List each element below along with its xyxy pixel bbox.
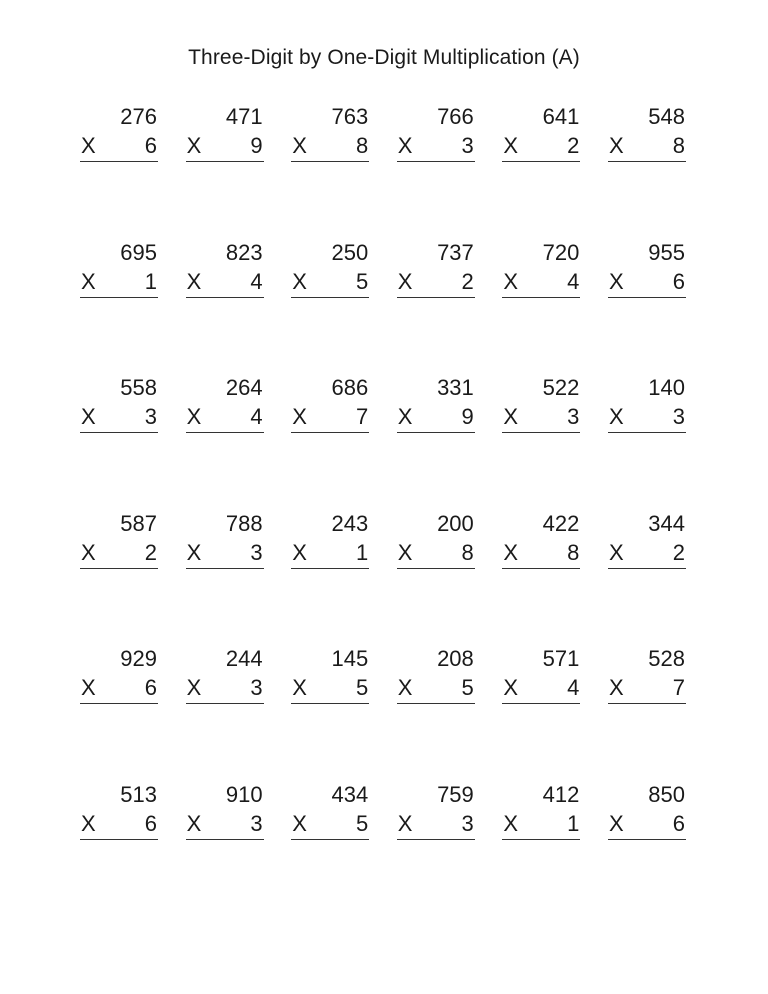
times-sign: X xyxy=(608,133,624,158)
multiplication-problem xyxy=(397,103,475,163)
times-sign: X xyxy=(397,133,413,158)
multiplication-problem xyxy=(291,645,369,705)
answer-line xyxy=(186,432,264,433)
multiplication-problem xyxy=(291,239,369,299)
multiplicand: 264 xyxy=(225,375,263,401)
multiplicand: 788 xyxy=(225,510,263,536)
answer-line xyxy=(186,703,264,704)
multiplicand: 823 xyxy=(225,239,263,265)
answer-line xyxy=(397,297,475,298)
answer-line xyxy=(291,161,369,162)
times-sign: X xyxy=(186,133,202,158)
times-sign: X xyxy=(503,675,519,701)
answer-line xyxy=(186,568,264,569)
multiplier: 3 xyxy=(250,810,263,836)
times-sign: X xyxy=(292,133,307,158)
multiplicand: 737 xyxy=(437,239,474,265)
multiplication-problem xyxy=(80,374,158,434)
multiplicand: 641 xyxy=(542,104,580,129)
multiplicand: 686 xyxy=(331,375,369,401)
times-sign: X xyxy=(81,539,96,565)
answer-line xyxy=(608,297,686,298)
times-sign: X xyxy=(503,133,519,158)
answer-line xyxy=(397,839,475,840)
times-sign: X xyxy=(608,810,624,836)
multiplier: 6 xyxy=(144,133,157,158)
multiplicand: 558 xyxy=(120,375,157,401)
multiplicand: 513 xyxy=(120,781,157,807)
times-sign: X xyxy=(503,404,519,430)
multiplicand: 244 xyxy=(225,646,263,672)
multiplication-problem xyxy=(502,510,580,570)
times-sign: X xyxy=(81,133,96,158)
multiplier: 1 xyxy=(144,268,157,294)
answer-line xyxy=(80,703,158,704)
multiplication-problem xyxy=(186,645,264,705)
answer-line xyxy=(80,161,158,162)
answer-line xyxy=(186,839,264,840)
answer-line xyxy=(291,703,369,704)
multiplication-problem xyxy=(502,239,580,299)
answer-line xyxy=(608,161,686,162)
multiplication-problem xyxy=(186,374,264,434)
multiplication-problem xyxy=(291,510,369,570)
multiplicand: 331 xyxy=(437,375,474,401)
times-sign: X xyxy=(503,539,519,565)
times-sign: X xyxy=(186,810,202,836)
times-sign: X xyxy=(186,404,202,430)
multiplier: 9 xyxy=(250,133,263,158)
multiplication-problem xyxy=(80,645,158,705)
multiplicand: 759 xyxy=(437,781,474,807)
multiplier: 3 xyxy=(144,404,157,430)
multiplier: 8 xyxy=(355,133,369,158)
multiplication-problem xyxy=(397,510,475,570)
answer-line xyxy=(608,703,686,704)
multiplier: 2 xyxy=(672,539,685,565)
multiplicand: 422 xyxy=(542,510,580,536)
multiplication-problem xyxy=(502,103,580,163)
answer-line xyxy=(502,161,580,162)
answer-line xyxy=(502,703,580,704)
multiplicand: 344 xyxy=(648,510,685,536)
answer-line xyxy=(608,839,686,840)
multiplication-problem xyxy=(397,781,475,841)
answer-line xyxy=(186,161,264,162)
answer-line xyxy=(502,839,580,840)
times-sign: X xyxy=(81,404,96,430)
multiplicand: 250 xyxy=(331,239,369,265)
multiplicand: 528 xyxy=(648,646,685,672)
multiplication-problem xyxy=(291,103,369,163)
times-sign: X xyxy=(608,268,624,294)
multiplier: 5 xyxy=(355,810,369,836)
multiplication-problem xyxy=(502,781,580,841)
multiplication-problem xyxy=(80,781,158,841)
multiplier: 4 xyxy=(567,268,580,294)
answer-line xyxy=(186,297,264,298)
multiplicand: 140 xyxy=(648,375,685,401)
times-sign: X xyxy=(186,268,202,294)
multiplicand: 587 xyxy=(120,510,157,536)
answer-line xyxy=(397,703,475,704)
multiplication-problem xyxy=(608,645,686,705)
times-sign: X xyxy=(81,268,96,294)
multiplier: 6 xyxy=(144,810,157,836)
answer-line xyxy=(291,839,369,840)
multiplicand: 763 xyxy=(331,104,369,129)
multiplication-problem xyxy=(397,645,475,705)
multiplicand: 145 xyxy=(331,646,369,672)
multiplier: 1 xyxy=(355,539,369,565)
multiplier: 5 xyxy=(355,268,369,294)
multiplier: 8 xyxy=(567,539,580,565)
multiplication-problem xyxy=(397,239,475,299)
answer-line xyxy=(397,161,475,162)
multiplication-problem xyxy=(608,374,686,434)
times-sign: X xyxy=(397,810,413,836)
times-sign: X xyxy=(608,539,624,565)
multiplication-problem xyxy=(397,374,475,434)
multiplicand: 850 xyxy=(648,781,685,807)
multiplicand: 243 xyxy=(331,510,369,536)
times-sign: X xyxy=(397,404,413,430)
multiplier: 3 xyxy=(567,404,580,430)
multiplication-problem xyxy=(186,510,264,570)
times-sign: X xyxy=(503,810,519,836)
multiplicand: 910 xyxy=(225,781,263,807)
times-sign: X xyxy=(608,404,624,430)
multiplier: 6 xyxy=(672,268,685,294)
multiplication-problem xyxy=(291,374,369,434)
multiplication-problem xyxy=(80,103,158,163)
times-sign: X xyxy=(397,539,413,565)
times-sign: X xyxy=(292,810,307,836)
times-sign: X xyxy=(608,675,624,701)
answer-line xyxy=(80,432,158,433)
multiplier: 3 xyxy=(250,675,263,701)
multiplicand: 412 xyxy=(542,781,580,807)
multiplier: 3 xyxy=(461,133,474,158)
multiplier: 3 xyxy=(672,404,685,430)
multiplier: 5 xyxy=(355,675,369,701)
multiplication-problem xyxy=(502,645,580,705)
multiplication-problem xyxy=(608,781,686,841)
multiplicand: 200 xyxy=(437,510,474,536)
answer-line xyxy=(502,297,580,298)
multiplier: 6 xyxy=(672,810,685,836)
multiplication-problem xyxy=(608,510,686,570)
multiplier: 8 xyxy=(672,133,685,158)
multiplicand: 208 xyxy=(437,646,474,672)
multiplier: 6 xyxy=(144,675,157,701)
times-sign: X xyxy=(397,675,413,701)
multiplier: 4 xyxy=(567,675,580,701)
multiplicand: 571 xyxy=(542,646,580,672)
multiplicand: 929 xyxy=(120,646,157,672)
answer-line xyxy=(608,432,686,433)
multiplier: 2 xyxy=(567,133,580,158)
multiplier: 2 xyxy=(461,268,474,294)
multiplier: 1 xyxy=(567,810,580,836)
times-sign: X xyxy=(292,268,307,294)
multiplier: 7 xyxy=(672,675,685,701)
answer-line xyxy=(502,568,580,569)
multiplier: 8 xyxy=(461,539,474,565)
answer-line xyxy=(80,839,158,840)
answer-line xyxy=(397,568,475,569)
multiplicand: 720 xyxy=(542,239,580,265)
worksheet-title: Three-Digit by One-Digit Multiplication (A) xyxy=(188,46,580,69)
answer-line xyxy=(397,432,475,433)
problem-grid xyxy=(80,103,686,841)
times-sign: X xyxy=(292,675,307,701)
multiplicand: 276 xyxy=(120,104,157,129)
answer-line xyxy=(80,297,158,298)
multiplicand: 955 xyxy=(648,239,685,265)
multiplication-problem xyxy=(186,239,264,299)
multiplier: 3 xyxy=(461,810,474,836)
times-sign: X xyxy=(503,268,519,294)
times-sign: X xyxy=(292,539,307,565)
answer-line xyxy=(608,568,686,569)
multiplier: 4 xyxy=(250,268,263,294)
multiplication-problem xyxy=(80,239,158,299)
times-sign: X xyxy=(81,675,96,701)
multiplier: 7 xyxy=(355,404,369,430)
multiplication-problem xyxy=(80,510,158,570)
times-sign: X xyxy=(397,268,413,294)
answer-line xyxy=(502,432,580,433)
multiplier: 5 xyxy=(461,675,474,701)
multiplicand: 695 xyxy=(120,239,157,265)
multiplication-problem xyxy=(608,239,686,299)
answer-line xyxy=(291,297,369,298)
multiplicand: 471 xyxy=(225,104,263,129)
times-sign: X xyxy=(186,539,202,565)
answer-line xyxy=(291,432,369,433)
multiplication-problem xyxy=(502,374,580,434)
answer-line xyxy=(80,568,158,569)
multiplicand: 434 xyxy=(331,781,369,807)
multiplication-problem xyxy=(291,781,369,841)
multiplication-problem xyxy=(608,103,686,163)
multiplicand: 522 xyxy=(542,375,580,401)
multiplication-problem xyxy=(186,103,264,163)
multiplicand: 766 xyxy=(437,104,474,129)
multiplier: 3 xyxy=(250,539,263,565)
answer-line xyxy=(291,568,369,569)
multiplication-problem xyxy=(186,781,264,841)
times-sign: X xyxy=(292,404,307,430)
multiplier: 9 xyxy=(461,404,474,430)
times-sign: X xyxy=(186,675,202,701)
multiplier: 2 xyxy=(144,539,157,565)
multiplier: 4 xyxy=(250,404,263,430)
multiplicand: 548 xyxy=(648,104,685,129)
times-sign: X xyxy=(81,810,96,836)
